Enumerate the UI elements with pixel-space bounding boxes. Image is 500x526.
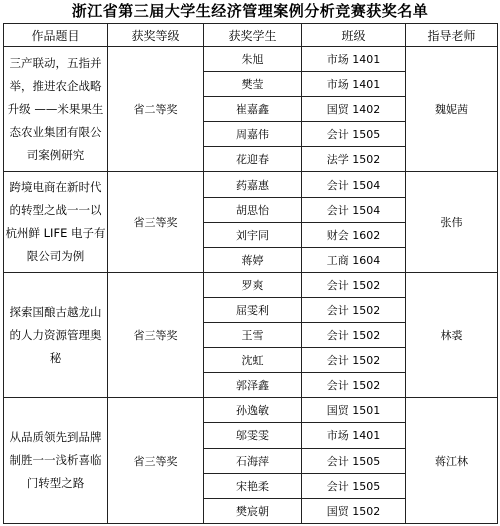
student-class-cell: 工商 1604 [302, 247, 406, 272]
award-level-cell: 省三等奖 [108, 172, 204, 272]
student-name-cell: 胡思怡 [204, 197, 302, 222]
student-class-cell: 会计 1504 [302, 197, 406, 222]
student-class-cell: 财会 1602 [302, 222, 406, 247]
awards-body [4, 47, 498, 524]
advisor-cell: 林裘 [406, 272, 498, 397]
student-name-cell: 罗爽 [204, 272, 302, 297]
header-project: 作品题目 [4, 24, 108, 47]
student-class-cell: 会计 1502 [302, 272, 406, 297]
header-student: 获奖学生 [204, 24, 302, 47]
advisor-cell: 张伟 [406, 172, 498, 272]
project-title-cell: 探索国酿古越龙山的人力资源管理奥秘 [4, 272, 108, 397]
table-row [4, 47, 498, 72]
student-name-cell: 刘宇同 [204, 222, 302, 247]
table-row [4, 398, 498, 423]
advisor-cell: 魏妮茜 [406, 47, 498, 172]
student-name-cell: 邬雯雯 [204, 423, 302, 448]
student-name-cell: 石海萍 [204, 448, 302, 473]
advisor-cell: 蒋江林 [406, 398, 498, 524]
student-class-cell: 会计 1504 [302, 172, 406, 197]
student-name-cell: 樊莹 [204, 72, 302, 97]
student-class-cell: 国贸 1402 [302, 97, 406, 122]
student-class-cell: 会计 1502 [302, 297, 406, 322]
table-row [4, 172, 498, 197]
student-class-cell: 国贸 1501 [302, 398, 406, 423]
table-row [4, 272, 498, 297]
award-level-cell: 省三等奖 [108, 272, 204, 397]
student-name-cell: 周嘉伟 [204, 122, 302, 147]
student-class-cell: 法学 1502 [302, 147, 406, 172]
student-name-cell: 蒋婷 [204, 247, 302, 272]
student-class-cell: 会计 1502 [302, 348, 406, 373]
student-name-cell: 郭泽鑫 [204, 373, 302, 398]
student-name-cell: 樊宸朝 [204, 498, 302, 523]
student-name-cell: 沈虹 [204, 348, 302, 373]
project-title-cell: 跨境电商在新时代的转型之战一一以杭州鲜 LIFE 电子有限公司为例 [4, 172, 108, 272]
student-name-cell: 花迎春 [204, 147, 302, 172]
awards-table [3, 23, 498, 524]
student-class-cell: 国贸 1502 [302, 498, 406, 523]
header-level: 获奖等级 [108, 24, 204, 47]
student-class-cell: 市场 1401 [302, 47, 406, 72]
document-title: 浙江省第三届大学生经济管理案例分析竞赛获奖名单 [71, 2, 429, 20]
student-name-cell: 宋艳柔 [204, 473, 302, 498]
header-row [4, 24, 498, 47]
student-class-cell: 会计 1502 [302, 373, 406, 398]
header-class: 班级 [302, 24, 406, 47]
header-advisor: 指导老师 [406, 24, 498, 47]
award-level-cell: 省三等奖 [108, 398, 204, 524]
student-name-cell: 屈雯利 [204, 297, 302, 322]
student-name-cell: 孙逸敏 [204, 398, 302, 423]
student-name-cell: 药嘉惠 [204, 172, 302, 197]
student-name-cell: 王雪 [204, 323, 302, 348]
student-name-cell: 崔嘉鑫 [204, 97, 302, 122]
student-class-cell: 会计 1502 [302, 323, 406, 348]
student-class-cell: 市场 1401 [302, 423, 406, 448]
student-name-cell: 朱旭 [204, 47, 302, 72]
student-class-cell: 会计 1505 [302, 473, 406, 498]
student-class-cell: 会计 1505 [302, 122, 406, 147]
project-title-cell: 从品质领先到品牌制胜一一浅析喜临门转型之路 [4, 398, 108, 524]
award-level-cell: 省二等奖 [108, 47, 204, 172]
student-class-cell: 市场 1401 [302, 72, 406, 97]
project-title-cell: 三产联动，五指并举，推进农企战略升级 ——米果果生态农业集团有限公司案例研究 [4, 47, 108, 172]
student-class-cell: 会计 1505 [302, 448, 406, 473]
